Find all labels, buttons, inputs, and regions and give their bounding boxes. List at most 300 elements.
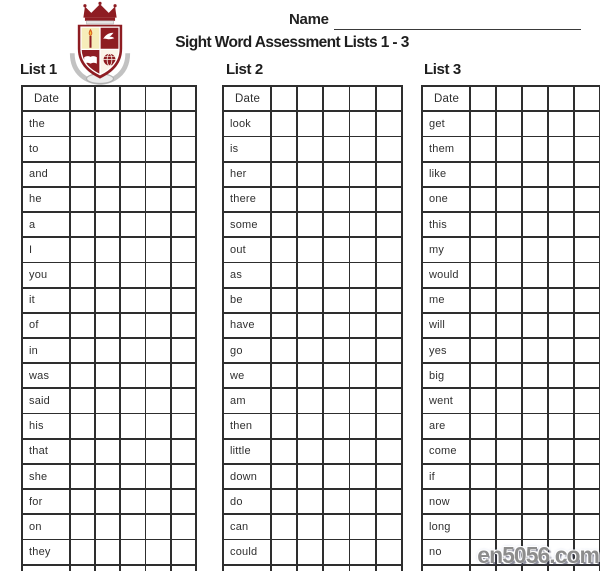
list-1-word-she-check-cell-1[interactable] (71, 465, 94, 488)
list-3-word-one-check-cell-4[interactable] (549, 188, 573, 211)
list-3-word-yes-check-cell-1[interactable] (471, 339, 495, 362)
list-3-word-are-check-cell-2[interactable] (497, 414, 521, 437)
list-2-partial-row-check-cell-4[interactable] (350, 566, 374, 571)
list-2-word-can-check-cell-5[interactable] (377, 515, 401, 538)
list-1-word-and-check-cell-3[interactable] (121, 163, 144, 186)
list-1-word-said-check-cell-4[interactable] (146, 389, 169, 412)
list-1-date-check-cell-2[interactable] (96, 87, 119, 110)
name-input-line[interactable] (334, 12, 581, 30)
list-2-date-check-cell-4[interactable] (350, 87, 374, 110)
list-2-word-some-check-cell-3[interactable] (324, 213, 348, 236)
list-2-word-there-check-cell-1[interactable] (272, 188, 296, 211)
list-3-word-my-check-cell-4[interactable] (549, 238, 573, 261)
list-3-word-me-check-cell-2[interactable] (497, 289, 521, 312)
list-2-word-as-check-cell-1[interactable] (272, 263, 296, 286)
list-3-word-will-check-cell-5[interactable] (575, 314, 599, 337)
list-2-word-little-check-cell-3[interactable] (324, 440, 348, 463)
list-2-word-have-check-cell-4[interactable] (350, 314, 374, 337)
list-3-word-like-check-cell-1[interactable] (471, 163, 495, 186)
list-1-word-his-check-cell-2[interactable] (96, 414, 119, 437)
list-1-word-I-check-cell-2[interactable] (96, 238, 119, 261)
list-2-word-her-check-cell-2[interactable] (298, 163, 322, 186)
list-1-word-in-check-cell-2[interactable] (96, 339, 119, 362)
list-1-word-for-check-cell-2[interactable] (96, 490, 119, 513)
list-2-word-out-check-cell-4[interactable] (350, 238, 374, 261)
list-1-word-you-check-cell-4[interactable] (146, 263, 169, 286)
list-3-word-this-check-cell-4[interactable] (549, 213, 573, 236)
list-3-word-now-check-cell-4[interactable] (549, 490, 573, 513)
list-1-word-it-check-cell-2[interactable] (96, 289, 119, 312)
list-3-date-check-cell-3[interactable] (523, 87, 547, 110)
list-1-word-on-check-cell-2[interactable] (96, 515, 119, 538)
list-3-word-went-check-cell-4[interactable] (549, 389, 573, 412)
list-3-word-this-check-cell-5[interactable] (575, 213, 599, 236)
list-3-word-my-check-cell-3[interactable] (523, 238, 547, 261)
list-3-word-will-check-cell-1[interactable] (471, 314, 495, 337)
list-2-word-there-check-cell-4[interactable] (350, 188, 374, 211)
list-2-word-some-check-cell-2[interactable] (298, 213, 322, 236)
list-3-word-one-label: one (423, 188, 469, 211)
list-1-word-in-check-cell-4[interactable] (146, 339, 169, 362)
list-3-word-if-check-cell-1[interactable] (471, 465, 495, 488)
list-2-word-go-check-cell-4[interactable] (350, 339, 374, 362)
list-1-word-said-check-cell-5[interactable] (172, 389, 195, 412)
list-2-word-down-check-cell-2[interactable] (298, 465, 322, 488)
list-1-word-was-check-cell-5[interactable] (172, 364, 195, 387)
list-1-word-the-check-cell-4[interactable] (146, 112, 169, 135)
list-2-word-have-check-cell-5[interactable] (377, 314, 401, 337)
list-2-word-is-check-cell-1[interactable] (272, 137, 296, 160)
list-3-word-my-check-cell-1[interactable] (471, 238, 495, 261)
list-1-word-the-check-cell-2[interactable] (96, 112, 119, 135)
list-1-word-that-check-cell-1[interactable] (71, 440, 94, 463)
list-1-word-they-check-cell-4[interactable] (146, 540, 169, 563)
list-3-word-them-check-cell-1[interactable] (471, 137, 495, 160)
list-2-word-her-check-cell-4[interactable] (350, 163, 374, 186)
list-1-word-his-check-cell-5[interactable] (172, 414, 195, 437)
list-1-word-his-check-cell-3[interactable] (121, 414, 144, 437)
list-2-word-little-check-cell-1[interactable] (272, 440, 296, 463)
list-1-word-for-check-cell-4[interactable] (146, 490, 169, 513)
list-3-word-now-check-cell-1[interactable] (471, 490, 495, 513)
list-3-word-went-check-cell-1[interactable] (471, 389, 495, 412)
list-3-word-yes-check-cell-4[interactable] (549, 339, 573, 362)
list-3-word-yes-check-cell-5[interactable] (575, 339, 599, 362)
list-2-word-have-check-cell-1[interactable] (272, 314, 296, 337)
list-2-word-is-check-cell-2[interactable] (298, 137, 322, 160)
list-3-date-check-cell-2[interactable] (497, 87, 521, 110)
list-2-word-is-check-cell-5[interactable] (377, 137, 401, 160)
list-2-word-as-check-cell-4[interactable] (350, 263, 374, 286)
list-2-word-little-check-cell-5[interactable] (377, 440, 401, 463)
list-1-word-for-check-cell-5[interactable] (172, 490, 195, 513)
list-3-word-are-check-cell-3[interactable] (523, 414, 547, 437)
list-1-word-said-check-cell-2[interactable] (96, 389, 119, 412)
list-2-word-do-check-cell-4[interactable] (350, 490, 374, 513)
list-3-word-long-check-cell-1[interactable] (471, 515, 495, 538)
list-1-partial-row-check-cell-2[interactable] (96, 566, 119, 571)
list-2-word-then-check-cell-4[interactable] (350, 414, 374, 437)
list-3-word-my-check-cell-2[interactable] (497, 238, 521, 261)
list-3-word-them-check-cell-3[interactable] (523, 137, 547, 160)
list-3-word-this-check-cell-2[interactable] (497, 213, 521, 236)
list-3-word-will-check-cell-2[interactable] (497, 314, 521, 337)
list-2-word-out-check-cell-1[interactable] (272, 238, 296, 261)
list-2-word-look-check-cell-4[interactable] (350, 112, 374, 135)
list-1-word-of-check-cell-5[interactable] (172, 314, 195, 337)
list-1-word-a-check-cell-3[interactable] (121, 213, 144, 236)
list-1-word-he-check-cell-1[interactable] (71, 188, 94, 211)
list-3-word-get-check-cell-2[interactable] (497, 112, 521, 135)
list-2-word-be-check-cell-2[interactable] (298, 289, 322, 312)
list-3-word-yes-check-cell-3[interactable] (523, 339, 547, 362)
list-1-word-you-check-cell-2[interactable] (96, 263, 119, 286)
list-1-word-his-label: his (23, 414, 69, 437)
list-3-word-come-check-cell-1[interactable] (471, 440, 495, 463)
list-1-word-they-check-cell-3[interactable] (121, 540, 144, 563)
list-2-word-is-check-cell-3[interactable] (324, 137, 348, 160)
list-3-word-get-check-cell-1[interactable] (471, 112, 495, 135)
list-2-word-little-check-cell-2[interactable] (298, 440, 322, 463)
list-2-word-down-check-cell-3[interactable] (324, 465, 348, 488)
list-3-word-would-check-cell-4[interactable] (549, 263, 573, 286)
list-1-word-I-check-cell-1[interactable] (71, 238, 94, 261)
list-1-word-said-check-cell-3[interactable] (121, 389, 144, 412)
list-2-word-there-check-cell-3[interactable] (324, 188, 348, 211)
list-1-word-they-check-cell-1[interactable] (71, 540, 94, 563)
list-2-word-am-check-cell-2[interactable] (298, 389, 322, 412)
list-2-word-look-check-cell-3[interactable] (324, 112, 348, 135)
list-1-word-on-check-cell-4[interactable] (146, 515, 169, 538)
list-1-word-you-check-cell-3[interactable] (121, 263, 144, 286)
list-1-partial-row-check-cell-3[interactable] (121, 566, 144, 571)
list-3-word-them-check-cell-5[interactable] (575, 137, 599, 160)
list-2-word-have-check-cell-3[interactable] (324, 314, 348, 337)
list-1-word-they-check-cell-5[interactable] (172, 540, 195, 563)
list-3-word-one-check-cell-3[interactable] (523, 188, 547, 211)
list-2-partial-row-label (224, 566, 270, 571)
list-2-word-look-check-cell-5[interactable] (377, 112, 401, 135)
list-1-word-I-check-cell-3[interactable] (121, 238, 144, 261)
list-1-word-and-check-cell-2[interactable] (96, 163, 119, 186)
list-2-word-be-check-cell-3[interactable] (324, 289, 348, 312)
list-3-word-would-check-cell-3[interactable] (523, 263, 547, 286)
list-1-word-it-check-cell-5[interactable] (172, 289, 195, 312)
list-3-date-check-cell-4[interactable] (549, 87, 573, 110)
list-3-word-are-check-cell-1[interactable] (471, 414, 495, 437)
list-2-word-could-check-cell-4[interactable] (350, 540, 374, 563)
list-2-word-go-check-cell-3[interactable] (324, 339, 348, 362)
list-2-date-check-cell-1[interactable] (272, 87, 296, 110)
list-3-word-me-check-cell-5[interactable] (575, 289, 599, 312)
list-1-word-they-check-cell-2[interactable] (96, 540, 119, 563)
list-3-word-one-check-cell-2[interactable] (497, 188, 521, 211)
list-1-word-the-check-cell-3[interactable] (121, 112, 144, 135)
list-1-word-he-check-cell-2[interactable] (96, 188, 119, 211)
list-1-word-on-check-cell-1[interactable] (71, 515, 94, 538)
list-1-word-and-check-cell-1[interactable] (71, 163, 94, 186)
list-1-word-for-check-cell-3[interactable] (121, 490, 144, 513)
list-2-word-then-check-cell-3[interactable] (324, 414, 348, 437)
list-3-word-if-check-cell-3[interactable] (523, 465, 547, 488)
list-3-word-long-check-cell-4[interactable] (549, 515, 573, 538)
list-1-word-that-check-cell-3[interactable] (121, 440, 144, 463)
list-3-word-my-check-cell-5[interactable] (575, 238, 599, 261)
list-1-word-it-check-cell-4[interactable] (146, 289, 169, 312)
list-1-word-of-check-cell-1[interactable] (71, 314, 94, 337)
list-2-word-look-check-cell-2[interactable] (298, 112, 322, 135)
list-1-word-a-check-cell-1[interactable] (71, 213, 94, 236)
list-3-word-would-check-cell-1[interactable] (471, 263, 495, 286)
list-3-word-like-check-cell-4[interactable] (549, 163, 573, 186)
list-1-word-a-check-cell-5[interactable] (172, 213, 195, 236)
list-2-word-could-check-cell-2[interactable] (298, 540, 322, 563)
list-3-word-went-check-cell-5[interactable] (575, 389, 599, 412)
list-1-word-to-check-cell-4[interactable] (146, 137, 169, 160)
list-1-word-she-check-cell-4[interactable] (146, 465, 169, 488)
list-1-word-she-label: she (23, 465, 69, 488)
list-1-word-on-check-cell-5[interactable] (172, 515, 195, 538)
list-1-word-for-check-cell-1[interactable] (71, 490, 94, 513)
list-1-word-you-check-cell-5[interactable] (172, 263, 195, 286)
list-2-word-have-check-cell-2[interactable] (298, 314, 322, 337)
list-2-word-we-check-cell-2[interactable] (298, 364, 322, 387)
list-3-word-are-check-cell-5[interactable] (575, 414, 599, 437)
list-3-date-check-cell-5[interactable] (575, 87, 599, 110)
list-1-word-was-check-cell-4[interactable] (146, 364, 169, 387)
list-2-word-go-label: go (224, 339, 270, 362)
list-1-word-I-check-cell-4[interactable] (146, 238, 169, 261)
list-1-word-the-check-cell-5[interactable] (172, 112, 195, 135)
list-1-word-in-check-cell-3[interactable] (121, 339, 144, 362)
list-2-word-we-check-cell-5[interactable] (377, 364, 401, 387)
list-1-word-a-check-cell-4[interactable] (146, 213, 169, 236)
list-2-partial-row-check-cell-5[interactable] (377, 566, 401, 571)
list-1-date-check-cell-3[interactable] (121, 87, 144, 110)
list-1-word-I-label: I (23, 238, 69, 261)
list-2-word-am-check-cell-5[interactable] (377, 389, 401, 412)
list-3-word-come-check-cell-4[interactable] (549, 440, 573, 463)
list-1-word-in-check-cell-5[interactable] (172, 339, 195, 362)
list-1-word-she-check-cell-3[interactable] (121, 465, 144, 488)
list-1-word-was-check-cell-3[interactable] (121, 364, 144, 387)
list-3-word-big-check-cell-1[interactable] (471, 364, 495, 387)
list-2-word-out-check-cell-2[interactable] (298, 238, 322, 261)
list-2-partial-row-check-cell-2[interactable] (298, 566, 322, 571)
list-3-word-like-check-cell-5[interactable] (575, 163, 599, 186)
list-2-date-check-cell-2[interactable] (298, 87, 322, 110)
list-3-word-get-check-cell-3[interactable] (523, 112, 547, 135)
list-2-word-can-check-cell-1[interactable] (272, 515, 296, 538)
list-1-word-said-check-cell-1[interactable] (71, 389, 94, 412)
list-3-word-them-check-cell-4[interactable] (549, 137, 573, 160)
list-3-word-went-check-cell-2[interactable] (497, 389, 521, 412)
list-3-word-now-check-cell-2[interactable] (497, 490, 521, 513)
list-1-word-of-check-cell-3[interactable] (121, 314, 144, 337)
list-3-word-me-check-cell-3[interactable] (523, 289, 547, 312)
list-2-word-down-check-cell-5[interactable] (377, 465, 401, 488)
list-2-word-look-check-cell-1[interactable] (272, 112, 296, 135)
list-1-word-she-check-cell-2[interactable] (96, 465, 119, 488)
list-1-word-she-check-cell-5[interactable] (172, 465, 195, 488)
list-1-word-that-check-cell-5[interactable] (172, 440, 195, 463)
list-3-word-come-check-cell-5[interactable] (575, 440, 599, 463)
list-3-word-if-check-cell-5[interactable] (575, 465, 599, 488)
list-3-word-long-check-cell-3[interactable] (523, 515, 547, 538)
list-2-word-go-check-cell-1[interactable] (272, 339, 296, 362)
list-3-word-big-check-cell-4[interactable] (549, 364, 573, 387)
list-1-word-I-check-cell-5[interactable] (172, 238, 195, 261)
list-2-date-check-cell-5[interactable] (377, 87, 401, 110)
list-3-word-one-check-cell-1[interactable] (471, 188, 495, 211)
list-1-date-check-cell-5[interactable] (172, 87, 195, 110)
list-2-word-am-check-cell-3[interactable] (324, 389, 348, 412)
list-2-word-we-check-cell-3[interactable] (324, 364, 348, 387)
list-1-word-he-check-cell-3[interactable] (121, 188, 144, 211)
list-3-word-went-check-cell-3[interactable] (523, 389, 547, 412)
list-1-word-to-check-cell-3[interactable] (121, 137, 144, 160)
list-1-word-was-check-cell-2[interactable] (96, 364, 119, 387)
list-2-word-could-check-cell-5[interactable] (377, 540, 401, 563)
list-3-word-would-check-cell-5[interactable] (575, 263, 599, 286)
list-1-word-of-check-cell-4[interactable] (146, 314, 169, 337)
list-2-word-do-check-cell-5[interactable] (377, 490, 401, 513)
list-1-word-the-check-cell-1[interactable] (71, 112, 94, 135)
list-2-partial-row-check-cell-3[interactable] (324, 566, 348, 571)
list-1-word-that-check-cell-2[interactable] (96, 440, 119, 463)
list-2-word-her-check-cell-3[interactable] (324, 163, 348, 186)
list-2-word-out-check-cell-3[interactable] (324, 238, 348, 261)
list-1-word-he-check-cell-5[interactable] (172, 188, 195, 211)
list-2-word-am-check-cell-4[interactable] (350, 389, 374, 412)
list-3-word-them-check-cell-2[interactable] (497, 137, 521, 160)
list-2-word-then-check-cell-2[interactable] (298, 414, 322, 437)
list-1-word-to-check-cell-1[interactable] (71, 137, 94, 160)
list-3-word-long-check-cell-2[interactable] (497, 515, 521, 538)
list-3-word-if-check-cell-2[interactable] (497, 465, 521, 488)
list-3-word-now-check-cell-5[interactable] (575, 490, 599, 513)
list-2-word-could-check-cell-3[interactable] (324, 540, 348, 563)
list-3-word-me-check-cell-1[interactable] (471, 289, 495, 312)
list-2-word-down-check-cell-1[interactable] (272, 465, 296, 488)
list-1-word-his-check-cell-4[interactable] (146, 414, 169, 437)
list-3-word-big-check-cell-5[interactable] (575, 364, 599, 387)
list-2-word-am-check-cell-1[interactable] (272, 389, 296, 412)
list-2-word-then-check-cell-5[interactable] (377, 414, 401, 437)
list-2-word-some-check-cell-5[interactable] (377, 213, 401, 236)
list-1-word-was-check-cell-1[interactable] (71, 364, 94, 387)
list-3-word-big-check-cell-3[interactable] (523, 364, 547, 387)
list-3-word-long-label: long (423, 515, 469, 538)
list-2-word-as-check-cell-5[interactable] (377, 263, 401, 286)
list-2-word-do-check-cell-3[interactable] (324, 490, 348, 513)
list-3-word-come-check-cell-2[interactable] (497, 440, 521, 463)
list-2-word-do-check-cell-1[interactable] (272, 490, 296, 513)
list-2-word-go-check-cell-2[interactable] (298, 339, 322, 362)
list-3-word-like-check-cell-3[interactable] (523, 163, 547, 186)
list-3-word-like-check-cell-2[interactable] (497, 163, 521, 186)
list-2-word-out-check-cell-5[interactable] (377, 238, 401, 261)
list-1-word-to-check-cell-2[interactable] (96, 137, 119, 160)
list-2-word-there-check-cell-5[interactable] (377, 188, 401, 211)
list-3-word-get-check-cell-4[interactable] (549, 112, 573, 135)
list-1-word-and-check-cell-5[interactable] (172, 163, 195, 186)
list-1-partial-row-check-cell-1[interactable] (71, 566, 94, 571)
list-3-word-one-check-cell-5[interactable] (575, 188, 599, 211)
list-1-word-to-check-cell-5[interactable] (172, 137, 195, 160)
list-2-date-check-cell-3[interactable] (324, 87, 348, 110)
list-2-partial-row-check-cell-1[interactable] (272, 566, 296, 571)
list-2-word-be-check-cell-1[interactable] (272, 289, 296, 312)
list-1-partial-row-check-cell-4[interactable] (146, 566, 169, 571)
list-1-word-that-check-cell-4[interactable] (146, 440, 169, 463)
list-3-word-now-check-cell-3[interactable] (523, 490, 547, 513)
list-3-word-will-label: will (423, 314, 469, 337)
list-3-word-would-check-cell-2[interactable] (497, 263, 521, 286)
list-3-word-will-check-cell-3[interactable] (523, 314, 547, 337)
list-3-word-this-check-cell-1[interactable] (471, 213, 495, 236)
list-3-word-this-check-cell-3[interactable] (523, 213, 547, 236)
list-2-word-do-check-cell-2[interactable] (298, 490, 322, 513)
list-3-word-come-check-cell-3[interactable] (523, 440, 547, 463)
list-2-word-her-check-cell-1[interactable] (272, 163, 296, 186)
list-2-word-is-check-cell-4[interactable] (350, 137, 374, 160)
list-2-word-as-check-cell-2[interactable] (298, 263, 322, 286)
list-1-word-a-check-cell-2[interactable] (96, 213, 119, 236)
list-1-word-you-check-cell-1[interactable] (71, 263, 94, 286)
list-2-word-down-check-cell-4[interactable] (350, 465, 374, 488)
list-1-word-in-check-cell-1[interactable] (71, 339, 94, 362)
list-3-word-long-check-cell-5[interactable] (575, 515, 599, 538)
list-3-word-are-check-cell-4[interactable] (549, 414, 573, 437)
list-1-word-he-check-cell-4[interactable] (146, 188, 169, 211)
list-1-word-it-check-cell-3[interactable] (121, 289, 144, 312)
list-2-word-there-check-cell-2[interactable] (298, 188, 322, 211)
list-2-word-could-check-cell-1[interactable] (272, 540, 296, 563)
list-2-word-little-check-cell-4[interactable] (350, 440, 374, 463)
list-1-word-and-check-cell-4[interactable] (146, 163, 169, 186)
list-1-date-check-cell-1[interactable] (71, 87, 94, 110)
list-1-word-of-check-cell-2[interactable] (96, 314, 119, 337)
list-2-word-then-check-cell-1[interactable] (272, 414, 296, 437)
list-2-word-be-check-cell-4[interactable] (350, 289, 374, 312)
list-2-word-can-check-cell-4[interactable] (350, 515, 374, 538)
list-2-word-can-check-cell-3[interactable] (324, 515, 348, 538)
list-1-date-check-cell-4[interactable] (146, 87, 169, 110)
list-2-word-go-check-cell-5[interactable] (377, 339, 401, 362)
list-3-word-get-check-cell-5[interactable] (575, 112, 599, 135)
list-2-word-be-check-cell-5[interactable] (377, 289, 401, 312)
list-2-word-can-check-cell-2[interactable] (298, 515, 322, 538)
list-2-word-as-check-cell-3[interactable] (324, 263, 348, 286)
list-3-word-me-check-cell-4[interactable] (549, 289, 573, 312)
list-3-word-yes-check-cell-2[interactable] (497, 339, 521, 362)
list-2-word-we-check-cell-1[interactable] (272, 364, 296, 387)
list-1-word-on-check-cell-3[interactable] (121, 515, 144, 538)
list-2-word-her-check-cell-5[interactable] (377, 163, 401, 186)
list-3-word-big-check-cell-2[interactable] (497, 364, 521, 387)
list-1-word-his-check-cell-1[interactable] (71, 414, 94, 437)
list-3-word-if-check-cell-4[interactable] (549, 465, 573, 488)
list-3-word-will-check-cell-4[interactable] (549, 314, 573, 337)
list-2-word-we-check-cell-4[interactable] (350, 364, 374, 387)
list-3-date-check-cell-1[interactable] (471, 87, 495, 110)
list-2-word-some-check-cell-4[interactable] (350, 213, 374, 236)
list-2-word-some-check-cell-1[interactable] (272, 213, 296, 236)
list-1-partial-row-check-cell-5[interactable] (172, 566, 195, 571)
list-1-word-it-check-cell-1[interactable] (71, 289, 94, 312)
list-3-word-big-label: big (423, 364, 469, 387)
